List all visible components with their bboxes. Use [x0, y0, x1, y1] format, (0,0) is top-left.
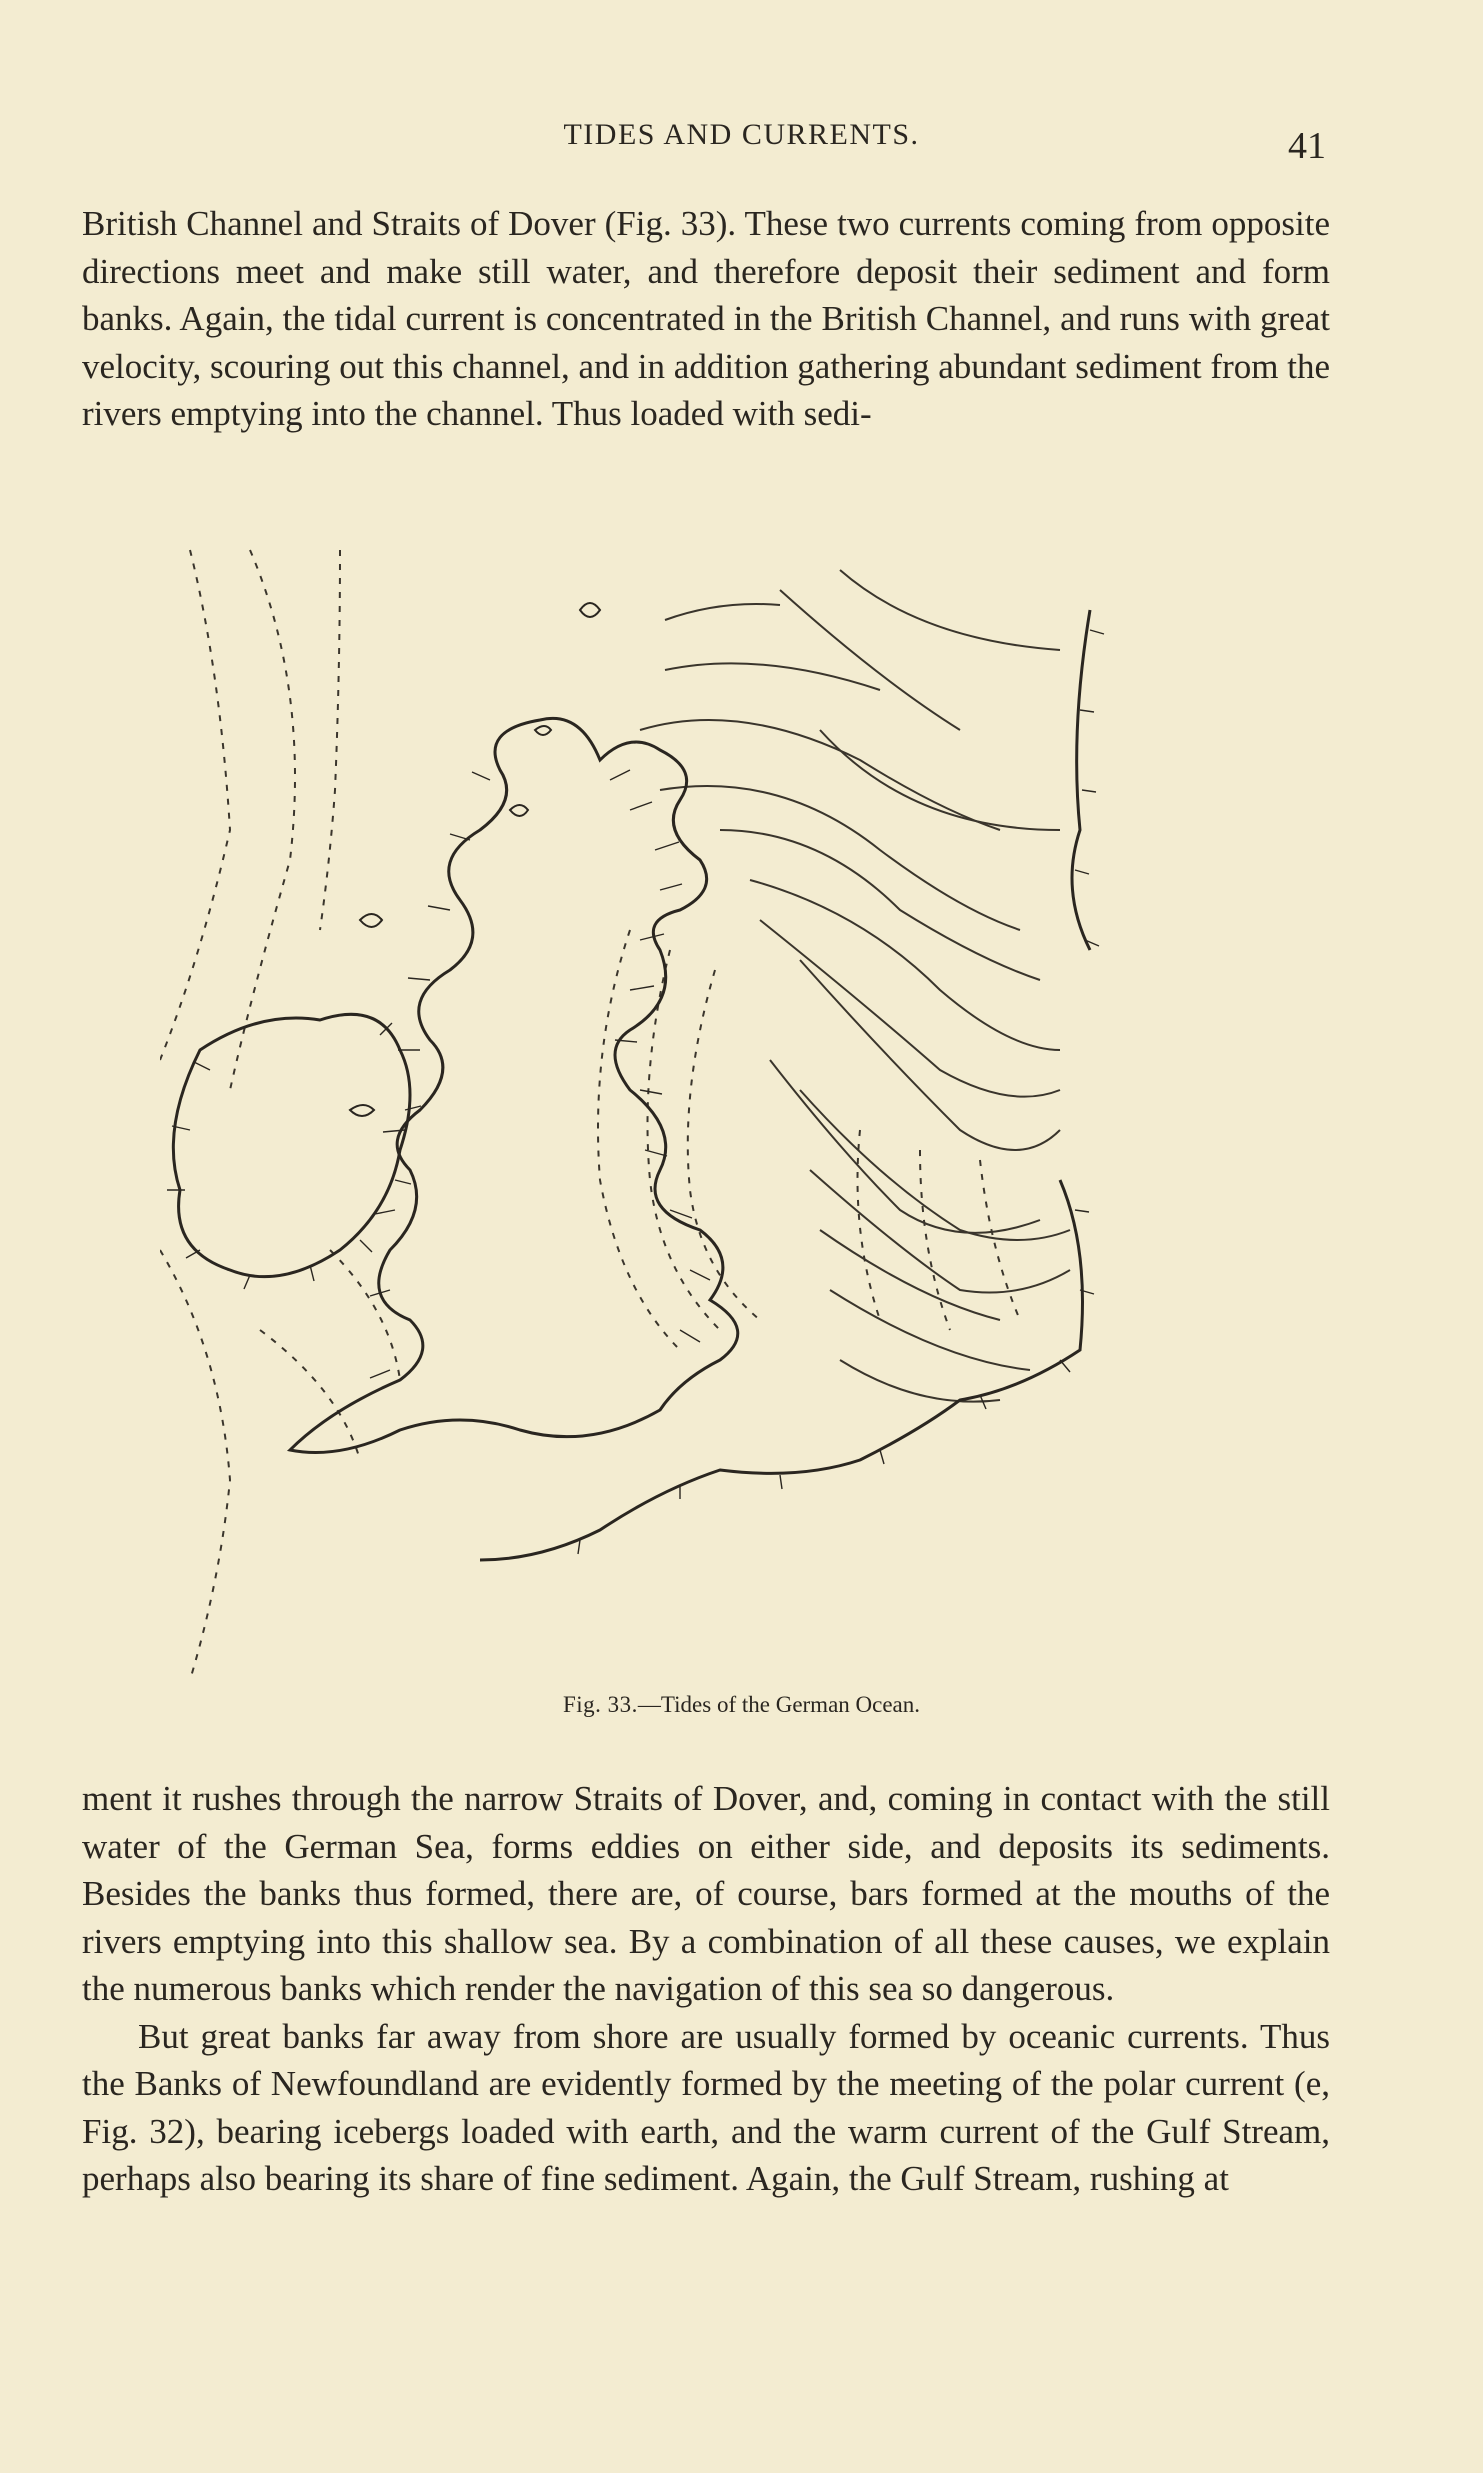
running-title: TIDES AND CURRENTS. — [563, 118, 920, 151]
figure-caption — [0, 1692, 1483, 1718]
figure-caption-text: —Tides of the German Ocean. — [637, 1692, 921, 1717]
body-paragraph-2: ment it rushes through the narrow Straits of Dover, and, coming in contact with the still water of the German Sea, forms eddies on either side, and deposits its sediments. Besides the banks thus formed, there are, of course, bars formed at the mouths of the rivers emptying into this shallow sea. By a combination of all these causes, we explain the numerous banks which render the navigation of this sea so dangerous. — [82, 1779, 1330, 2008]
page-number: 41 — [1288, 125, 1326, 167]
paragraph-bottom — [82, 1775, 1330, 2203]
british-isles-map-illustration — [160, 530, 1250, 1680]
body-paragraph-1: British Channel and Straits of Dover (Fig. 33). These two currents coming from opposite directions meet and make still water, and therefore deposit their sediment and form banks. Again, the tidal current is concentrated in the British Channel, and runs with great velocity, scouring out this channel, and in addition gathering abundant sediment from the rivers emptying into the channel. Thus loaded with sedi- — [82, 204, 1330, 433]
figure-caption-label: Fig. 33. — [562, 1692, 638, 1717]
paragraph-top — [82, 200, 1330, 438]
tide-map-figure — [160, 530, 1250, 1680]
body-paragraph-3: But great banks far away from shore are usually formed by oceanic currents. Thus the Banks of Newfoundland are evidently formed by the meeting of the polar current (e, Fig. 32), bearing icebergs loaded with earth, and the warm current of the Gulf Stream, perhaps also bearing its share of fine sediment. Again, the Gulf Stream, rushing at — [82, 2016, 1330, 2198]
